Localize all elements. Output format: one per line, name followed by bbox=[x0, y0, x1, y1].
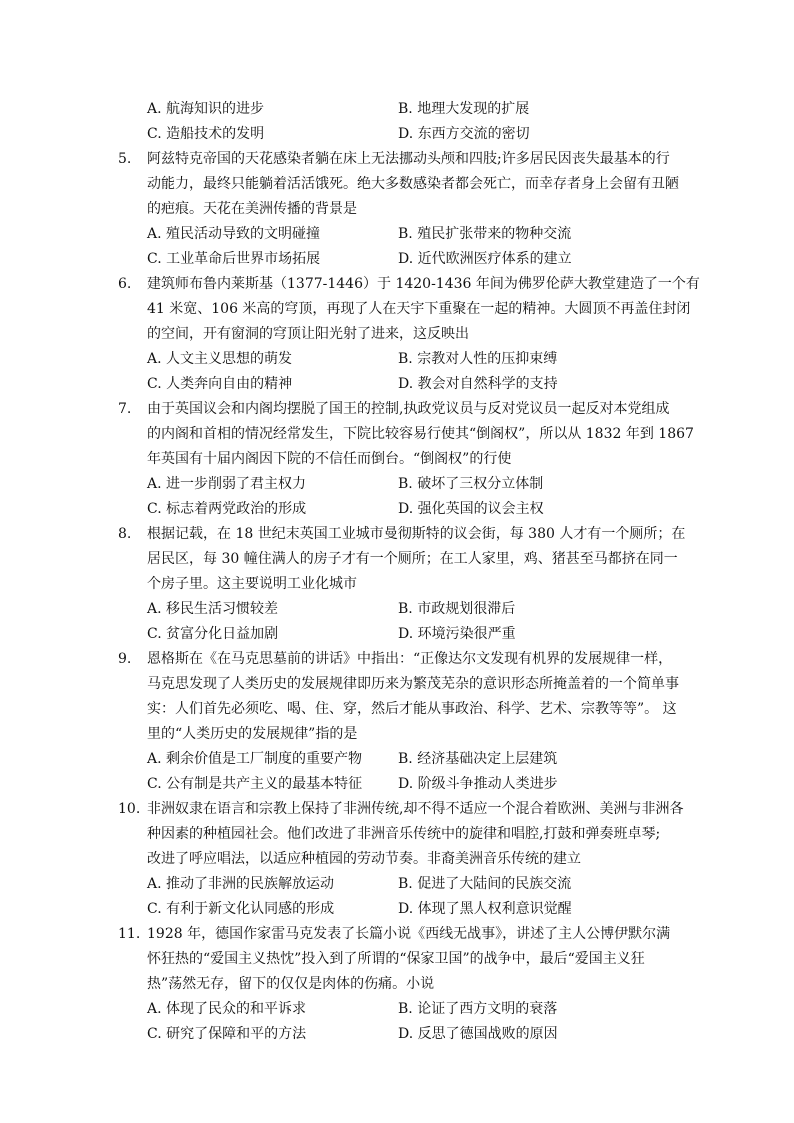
option-b: B. 促进了大陆间的民族交流 bbox=[398, 876, 572, 892]
question-text-line: 41 米宽、106 米高的穹顶，再现了人在天宇下重聚在一起的精神。大圆顶不再盖住封闭 bbox=[147, 301, 691, 317]
question-text-line: 的空间，开有窗洞的穹顶让阳光射了进来，这反映出 bbox=[147, 326, 469, 342]
option-c: C. 研究了保障和平的方法 bbox=[147, 1026, 307, 1042]
option-c: C. 有利于新文化认同感的形成 bbox=[147, 901, 335, 917]
option-b: B. 论证了西方文明的衰落 bbox=[398, 1001, 558, 1017]
question-text-line: 的疤痕。天花在美洲传播的背景是 bbox=[147, 201, 357, 217]
question-number: 7. bbox=[118, 401, 132, 417]
option-b: B. 市政规划很滞后 bbox=[398, 601, 516, 617]
option-c: C. 标志着两党政治的形成 bbox=[147, 501, 307, 517]
option-d: D. 近代欧洲医疗体系的建立 bbox=[398, 251, 572, 267]
option-c: C. 贫富分化日益加剧 bbox=[147, 626, 279, 642]
question-number: 11. bbox=[118, 926, 141, 942]
option-b: B. 殖民扩张带来的物种交流 bbox=[398, 226, 572, 242]
option-c: C. 公有制是共产主义的最基本特征 bbox=[147, 776, 363, 792]
question-text-line: 建筑师布鲁内莱斯基（1377-1446）于 1420-1436 年间为佛罗伦萨大教堂建造了一个有 bbox=[147, 276, 700, 292]
option-b: B. 地理大发现的扩展 bbox=[398, 101, 530, 117]
question-text-line: 马克思发现了人类历史的发展规律即历来为繁茂芜杂的意识形态所掩盖着的一个简单事 bbox=[147, 676, 679, 692]
option-a: A. 人文主义思想的萌发 bbox=[147, 351, 293, 367]
question-text-line: 阿兹特克帝国的天花感染者躺在床上无法挪动头颅和四肢;许多居民因丧失最基本的行 bbox=[147, 151, 670, 167]
question-number: 8. bbox=[118, 526, 132, 542]
option-a: A. 移民生活习惯较差 bbox=[147, 601, 279, 617]
question-text-line: 根据记载，在 18 世纪末英国工业城市曼彻斯特的议会街，每 380 人才有一个厕所；在 bbox=[147, 526, 686, 542]
question-number: 9. bbox=[118, 651, 132, 667]
option-b: B. 宗教对人性的压抑束缚 bbox=[398, 351, 558, 367]
question-text-line: 种因素的种植园社会。他们改进了非洲音乐传统中的旋律和唱腔,打鼓和弹奏班卓琴; bbox=[147, 826, 661, 842]
question-text-line: 怀狂热的“爱国主义热忱”投入到了所谓的“保家卫国”的战争中，最后“爱国主义狂 bbox=[147, 951, 645, 967]
question-text-line: 非洲奴隶在语言和宗教上保持了非洲传统,却不得不适应一个混合着欧洲、美洲与非洲各 bbox=[147, 801, 684, 817]
question-text-line: 里的“人类历史的发展规律”指的是 bbox=[147, 726, 358, 742]
option-b: B. 经济基础决定上层建筑 bbox=[398, 751, 558, 767]
question-text-line: 实：人们首先必须吃、喝、住、穿，然后才能从事政治、科学、艺术、宗教等等”。 这 bbox=[147, 701, 677, 717]
question-text-line: 个房子里。这主要说明工业化城市 bbox=[147, 576, 357, 592]
option-c: C. 人类奔向自由的精神 bbox=[147, 376, 293, 392]
question-text-line: 的内阁和首相的情况经常发生，下院比较容易行使其“倒阁权”，所以从 1832 年到 1867 bbox=[147, 426, 694, 442]
question-number: 6. bbox=[118, 276, 132, 292]
option-d: D. 体现了黑人权利意识觉醒 bbox=[398, 901, 572, 917]
question-number: 5. bbox=[118, 151, 132, 167]
option-a: A. 体现了民众的和平诉求 bbox=[147, 1001, 307, 1017]
question-text-line: 由于英国议会和内阁均摆脱了国王的控制,执政党议员与反对党议员一起反对本党组成 bbox=[147, 401, 670, 417]
option-c: C. 造船技术的发明 bbox=[147, 126, 265, 142]
question-text-line: 动能力，最终只能躺着活活饿死。绝大多数感染者都会死亡，而幸存者身上会留有丑陋 bbox=[147, 176, 679, 192]
question-text-line: 改进了呼应唱法，以适应种植园的劳动节奏。非裔美洲音乐传统的建立 bbox=[147, 851, 581, 867]
option-d: D. 教会对自然科学的支持 bbox=[398, 376, 558, 392]
option-d: D. 阶级斗争推动人类进步 bbox=[398, 776, 558, 792]
question-text-line: 热”荡然无存，留下的仅仅是肉体的伤痛。小说 bbox=[147, 976, 435, 992]
question-text-line: 年英国有十届内阁因下院的不信任而倒台。“倒阁权”的行使 bbox=[147, 451, 512, 467]
option-a: A. 进一步削弱了君主权力 bbox=[147, 476, 307, 492]
option-a: A. 航海知识的进步 bbox=[147, 101, 265, 117]
question-text-line: 1928 年，德国作家雷马克发表了长篇小说《西线无战事》，讲述了主人公博伊默尔满 bbox=[147, 926, 671, 942]
option-b: B. 破坏了三权分立体制 bbox=[398, 476, 544, 492]
option-d: D. 环境污染很严重 bbox=[398, 626, 516, 642]
question-number: 10. bbox=[118, 801, 141, 817]
question-text-line: 恩格斯在《在马克思墓前的讲话》中指出：“正像达尔文发现有机界的发展规律一样， bbox=[147, 651, 673, 667]
option-d: D. 反思了德国战败的原因 bbox=[398, 1026, 558, 1042]
option-d: D. 东西方交流的密切 bbox=[398, 126, 530, 142]
option-d: D. 强化英国的议会主权 bbox=[398, 501, 544, 517]
option-a: A. 剩余价值是工厂制度的重要产物 bbox=[147, 751, 363, 767]
option-a: A. 殖民活动导致的文明碰撞 bbox=[147, 226, 321, 242]
option-a: A. 推动了非洲的民族解放运动 bbox=[147, 876, 335, 892]
option-c: C. 工业革命后世界市场拓展 bbox=[147, 251, 321, 267]
question-text-line: 居民区，每 30 幢住满人的房子才有一个厕所；在工人家里，鸡、猪甚至马都挤在同一 bbox=[147, 551, 678, 567]
